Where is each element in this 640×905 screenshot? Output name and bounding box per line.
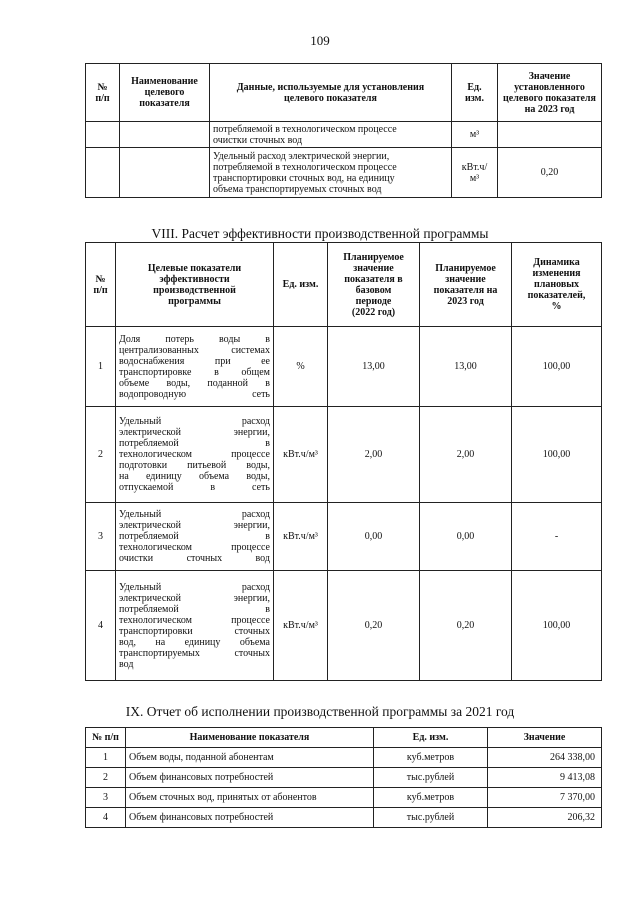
row-indicator: Доля потерь воды в централизованных системах водоснабжения при ее транспортировке в общем объеме воды, поданной в водопроводную сеть <box>116 327 274 407</box>
row-plan-value: 2,00 <box>420 407 512 503</box>
row-value: 0,20 <box>498 148 602 198</box>
header-indicator: Целевые показатели эффективности производственной программы <box>116 243 274 327</box>
header-indicator-name: Наименование целевого показателя <box>120 64 210 122</box>
row-unit: кВт.ч/м³ <box>274 503 328 571</box>
efficiency-table <box>85 242 602 681</box>
row-num: 1 <box>86 327 116 407</box>
table-row <box>86 407 602 503</box>
row-num: 3 <box>86 503 116 571</box>
row-unit: куб.метров <box>374 788 488 808</box>
row-dynamics: 100,00 <box>512 327 602 407</box>
header-target-value: Значение установленного целевого показателя на 2023 год <box>498 64 602 122</box>
table-row <box>86 122 602 148</box>
row-indicator: Удельный расход электрической энергии, потребляемой в технологическом процессе подготовки питьевой воды, на единицу объема воды, отпускаемой в сеть <box>116 407 274 503</box>
row-base-value: 0,20 <box>328 571 420 681</box>
row-num: 4 <box>86 571 116 681</box>
row-unit: кВт.ч/м³ <box>274 571 328 681</box>
row-plan-value: 13,00 <box>420 327 512 407</box>
header-num: № п/п <box>86 728 126 748</box>
row-num: 2 <box>86 407 116 503</box>
row-unit: тыс.рублей <box>374 808 488 828</box>
header-num: № п/п <box>86 243 116 327</box>
row-name: Объем финансовых потребностей <box>126 768 374 788</box>
row-unit: куб.метров <box>374 748 488 768</box>
row-unit: м³ <box>452 122 498 148</box>
row-base-value: 2,00 <box>328 407 420 503</box>
header-unit: Ед. изм. <box>452 64 498 122</box>
row-plan-value: 0,20 <box>420 571 512 681</box>
header-indicator-name: Наименование показателя <box>126 728 374 748</box>
row-dynamics: 100,00 <box>512 571 602 681</box>
row-dynamics: - <box>512 503 602 571</box>
table-row <box>86 148 602 198</box>
page-number: 109 <box>310 33 330 48</box>
row-value: 9 413,08 <box>488 768 602 788</box>
row-value: 7 370,00 <box>488 788 602 808</box>
row-unit: кВт.ч/м³ <box>274 407 328 503</box>
row-value: 206,32 <box>488 808 602 828</box>
header-unit: Ед. изм. <box>374 728 488 748</box>
row-name: Объем финансовых потребностей <box>126 808 374 828</box>
header-num: № п/п <box>86 64 120 122</box>
row-num: 2 <box>86 768 126 788</box>
table-row <box>86 748 602 768</box>
header-plan-value: Планируемое значение показателя на 2023 год <box>420 243 512 327</box>
header-unit: Ед. изм. <box>274 243 328 327</box>
row-unit: тыс.рублей <box>374 768 488 788</box>
row-value <box>498 122 602 148</box>
header-data: Данные, используемые для установления целевого показателя <box>210 64 452 122</box>
row-indicator: Удельный расход электрической энергии, потребляемой в технологическом процессе очистки сточных вод <box>116 503 274 571</box>
target-indicator-table <box>85 63 602 198</box>
row-base-value: 13,00 <box>328 327 420 407</box>
table-row <box>86 808 602 828</box>
header-base-value: Планируемое значение показателя в базовом периоде (2022 год) <box>328 243 420 327</box>
row-dynamics: 100,00 <box>512 407 602 503</box>
row-indicator: Удельный расход электрической энергии, потребляемой в технологическом процессе транспортировки сточных вод, на единицу объема транспортируемых сточных вод <box>116 571 274 681</box>
row-value: 264 338,00 <box>488 748 602 768</box>
table-row <box>86 768 602 788</box>
row-unit: кВт.ч/ м³ <box>452 148 498 198</box>
header-value: Значение <box>488 728 602 748</box>
table-row <box>86 788 602 808</box>
row-num: 4 <box>86 808 126 828</box>
row-unit: % <box>274 327 328 407</box>
row-plan-value: 0,00 <box>420 503 512 571</box>
row-num: 3 <box>86 788 126 808</box>
table-row <box>86 571 602 681</box>
row-data: потребляемой в технологическом процессе очистки сточных вод <box>210 122 452 148</box>
header-dynamics: Динамика изменения плановых показателей, % <box>512 243 602 327</box>
row-base-value: 0,00 <box>328 503 420 571</box>
row-name: Объем воды, поданной абонентам <box>126 748 374 768</box>
row-name: Объем сточных вод, принятых от абонентов <box>126 788 374 808</box>
table-row <box>86 327 602 407</box>
report-table <box>85 727 602 828</box>
section-title-report: IX. Отчет об исполнении производственной программы за 2021 год <box>125 704 515 719</box>
row-data: Удельный расход электрической энергии, потребляемой в технологическом процессе транспортировки сточных вод, на единицу объема транспортируемых сточных вод <box>210 148 452 198</box>
row-num: 1 <box>86 748 126 768</box>
table-row <box>86 503 602 571</box>
section-title-efficiency: VIII. Расчет эффективности производственной программы <box>151 226 489 241</box>
